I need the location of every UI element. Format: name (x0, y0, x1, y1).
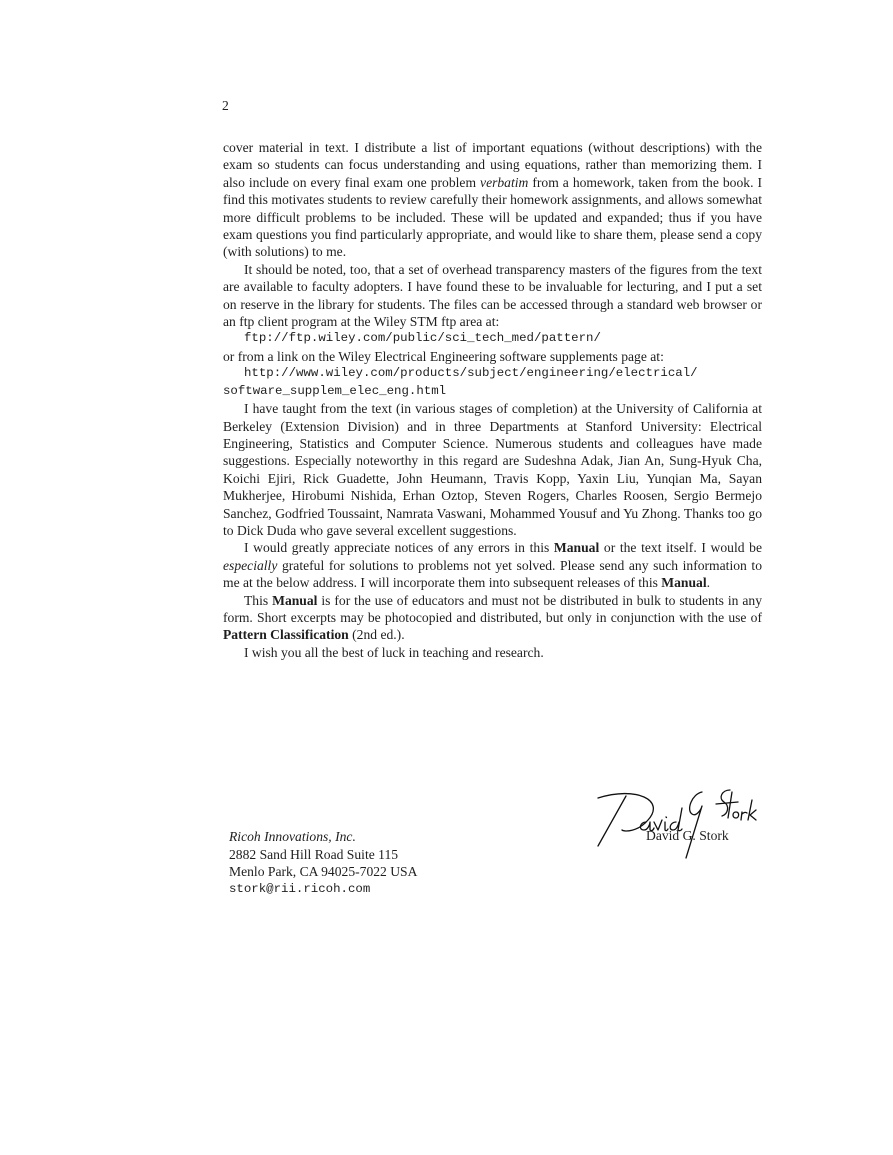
paragraph-5-text-e: . (706, 575, 711, 591)
paragraph-5-text-c: or the text itself. I would be (599, 540, 762, 556)
letter-body (223, 139, 762, 661)
paragraph-6-text-d: (2nd ed.). (348, 627, 405, 643)
paragraph-5-text-d: grateful for solutions to problems not yet solved. Please send any such information to me at the below address. I will incorporate them into subsequent releases of this (223, 557, 762, 591)
paragraph-6 (223, 592, 762, 644)
paragraph-7 (223, 644, 762, 661)
paragraph-2 (223, 261, 762, 331)
email-address[interactable]: stork@rii.ricoh.com (229, 881, 371, 896)
company-name: Ricoh Innovations, Inc. (229, 829, 356, 844)
emphasis-verbatim: verbatim (480, 174, 529, 190)
web-url-link-line-1[interactable]: http://www.wiley.com/products/subject/engineering/electrical/ (244, 366, 698, 381)
handwritten-signature (596, 782, 761, 862)
paragraph-2-text: It should be noted, too, that a set of overhead transparency masters of the figures from the text are available to faculty adopters. I have found these to be invaluable for lecturing, and I put a set on reserve in the library for students. The files can be accessed through a standard web browser or an ftp client program at the Wiley STM ftp area at: (223, 261, 762, 330)
paragraph-1-tail: from a homework, taken from the book. I find this motivates students to review carefully their homework assignments, and allows somewhat more difficult problems to be included. These will be updated and expanded; thus if you have exam questions you find particularly appropriate, and would like to share them, please send a copy (with solutions) to me. (223, 174, 762, 260)
paragraph-1 (223, 139, 762, 261)
paragraph-1-text: cover material in text. I distribute a list of important equations (without descriptions) with the exam so students can focus understanding and using equations, rather than memorizing them. I also include on every final exam one problem (223, 140, 762, 190)
manual-title-bold: Manual (553, 540, 600, 556)
paragraph-3-text: or from a link on the Wiley Electrical Engineering software supplements page at: (223, 348, 664, 364)
paragraph-5 (223, 539, 762, 591)
ftp-url-link[interactable]: ftp://ftp.wiley.com/public/sci_tech_med/pattern/ (244, 331, 601, 346)
paragraph-4 (223, 400, 762, 539)
manual-title-bold: Manual (661, 575, 707, 591)
page-number: 2 (222, 98, 229, 113)
manual-title-bold: Manual (272, 592, 318, 608)
paragraph-7-text: I wish you all the best of luck in teaching and research. (244, 644, 544, 660)
book-title-bold: Pattern Classification (223, 627, 349, 643)
paragraph-3 (223, 348, 762, 365)
street-address: 2882 Sand Hill Road Suite 115 (229, 846, 399, 862)
address-block (229, 828, 417, 898)
city-address: Menlo Park, CA 94025-7022 USA (229, 864, 418, 880)
signature-name: David G. Stork (646, 828, 729, 843)
paragraph-6-text-a: This (244, 592, 273, 608)
paragraph-5-text-a: I would greatly appreciate notices of any errors in this (244, 540, 554, 556)
emphasis-especially: especially (223, 557, 278, 573)
paragraph-4-text: I have taught from the text (in various stages of completion) at the University of California at Berkeley (Extension Division) and in three Departments at Stanford University: Electrical Engineering, Statistics and Computer Science. Numerous students and colleagues have made suggestions. Especially noteworthy in this regard are Sudeshna Adak, Jian An, Sung-Hyuk Cha, Koichi Ejiri, Rick Guadette, John Heumann, Travis Kopp, Yaxin Liu, Yunqian Ma, Sayan Mukherjee, Hirobumi Nishida, Erhan Oztop, Steven Rogers, Charles Roosen, Sergio Bermejo Sanchez, Godfried Toussaint, Namrata Vaswani, Mohammed Yousuf and Yu Zhong. Thanks too go to Dick Duda who gave several excellent suggestions. (223, 401, 762, 538)
paragraph-6-text-c: is for the use of educators and must not be distributed in bulk to students in any form. Short excerpts may be photocopied and distributed, but only in conjunction with the use of (223, 592, 762, 625)
web-url-link-line-2[interactable]: software_supplem_elec_eng.html (223, 383, 447, 398)
